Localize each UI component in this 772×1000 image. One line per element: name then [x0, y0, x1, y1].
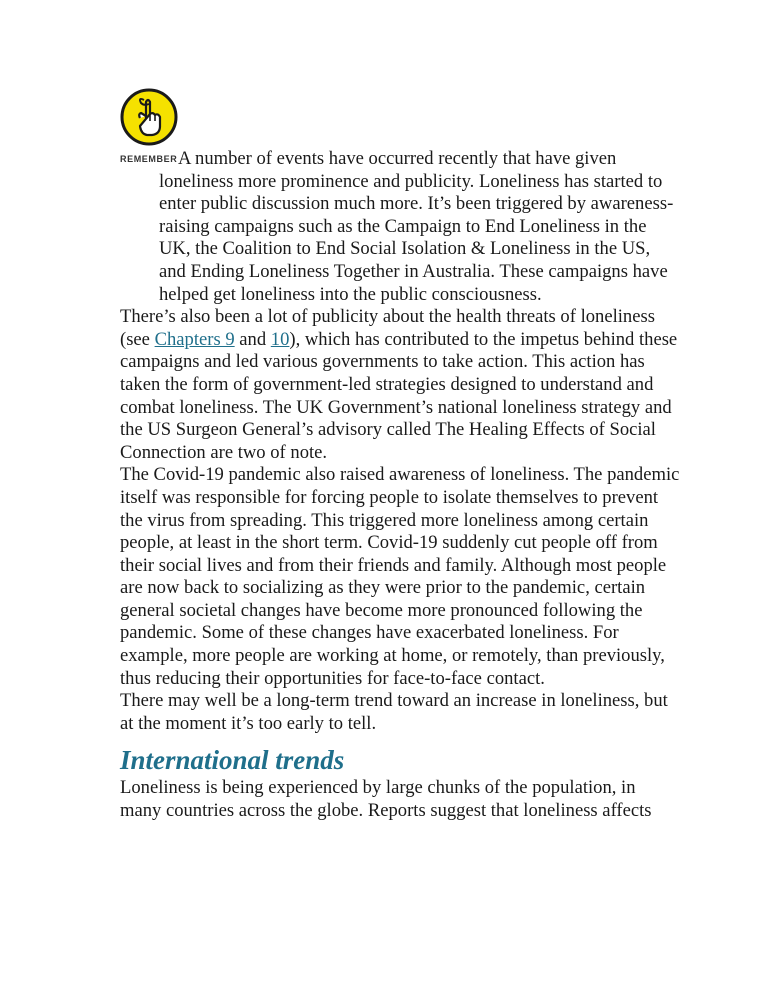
paragraph-international-intro: Loneliness is being experienced by large chunks of the population, in many countries across the globe. Reports suggest that loneliness affects [120, 777, 652, 822]
paragraph-health-threats [120, 306, 680, 464]
paragraph-text: There’s also been a lot of publicity about the health threats of loneliness (see [120, 306, 655, 350]
paragraph-covid: The Covid-19 pandemic also raised awareness of loneliness. The pandemic itself was responsible for forcing people to isolate themselves to prevent the virus from spreading. This triggered more loneliness among certain people, at least in the short term. Covid-19 suddenly cut people off from their social lives and from their friends and family. Although most people are now back to socializing as they were prior to the pandemic, certain general societal changes have become more pronounced following the pandemic. Some of these changes have exacerbated loneliness. For example, more people are working at home, or remotely, than previously, thus reducing their opportunities for face-to-face contact. [120, 464, 680, 689]
link-chapter-10[interactable]: 10 [270, 328, 290, 350]
remember-label: REMEMBER [120, 154, 178, 164]
paragraph-long-term-trend: There may well be a long-term trend toward an increase in loneliness, but at the moment it’s too early to tell. [120, 690, 668, 734]
paragraph-text: ), which has contributed to the impetus behind these campaigns and led various governments to take action. This action has taken the form of government-led strategies designed to understand and combat loneliness. The UK Government’s national loneliness strategy and the US Surgeon General’s advisory called The Healing Effects of Social Connection are two of note. [120, 328, 678, 463]
link-chapter-9[interactable]: Chapters 9 [154, 328, 235, 350]
remember-callout [120, 88, 680, 306]
page-content [120, 88, 680, 823]
remember-finger-icon [120, 88, 178, 146]
section-heading: International trends [120, 745, 345, 776]
remember-text: A number of events have occurred recently that have given loneliness more prominence and publicity. Loneliness has started to enter public discussion much more. It’s been triggered by awareness-raising campaigns such as the Campaign to End Loneliness in the UK, the Coalition to End Social Isolation & Loneliness in the US, and Ending Loneliness Together in Australia. These campaigns have helped get loneliness into the public consciousness. [159, 148, 674, 305]
paragraph-text: and [234, 328, 271, 350]
